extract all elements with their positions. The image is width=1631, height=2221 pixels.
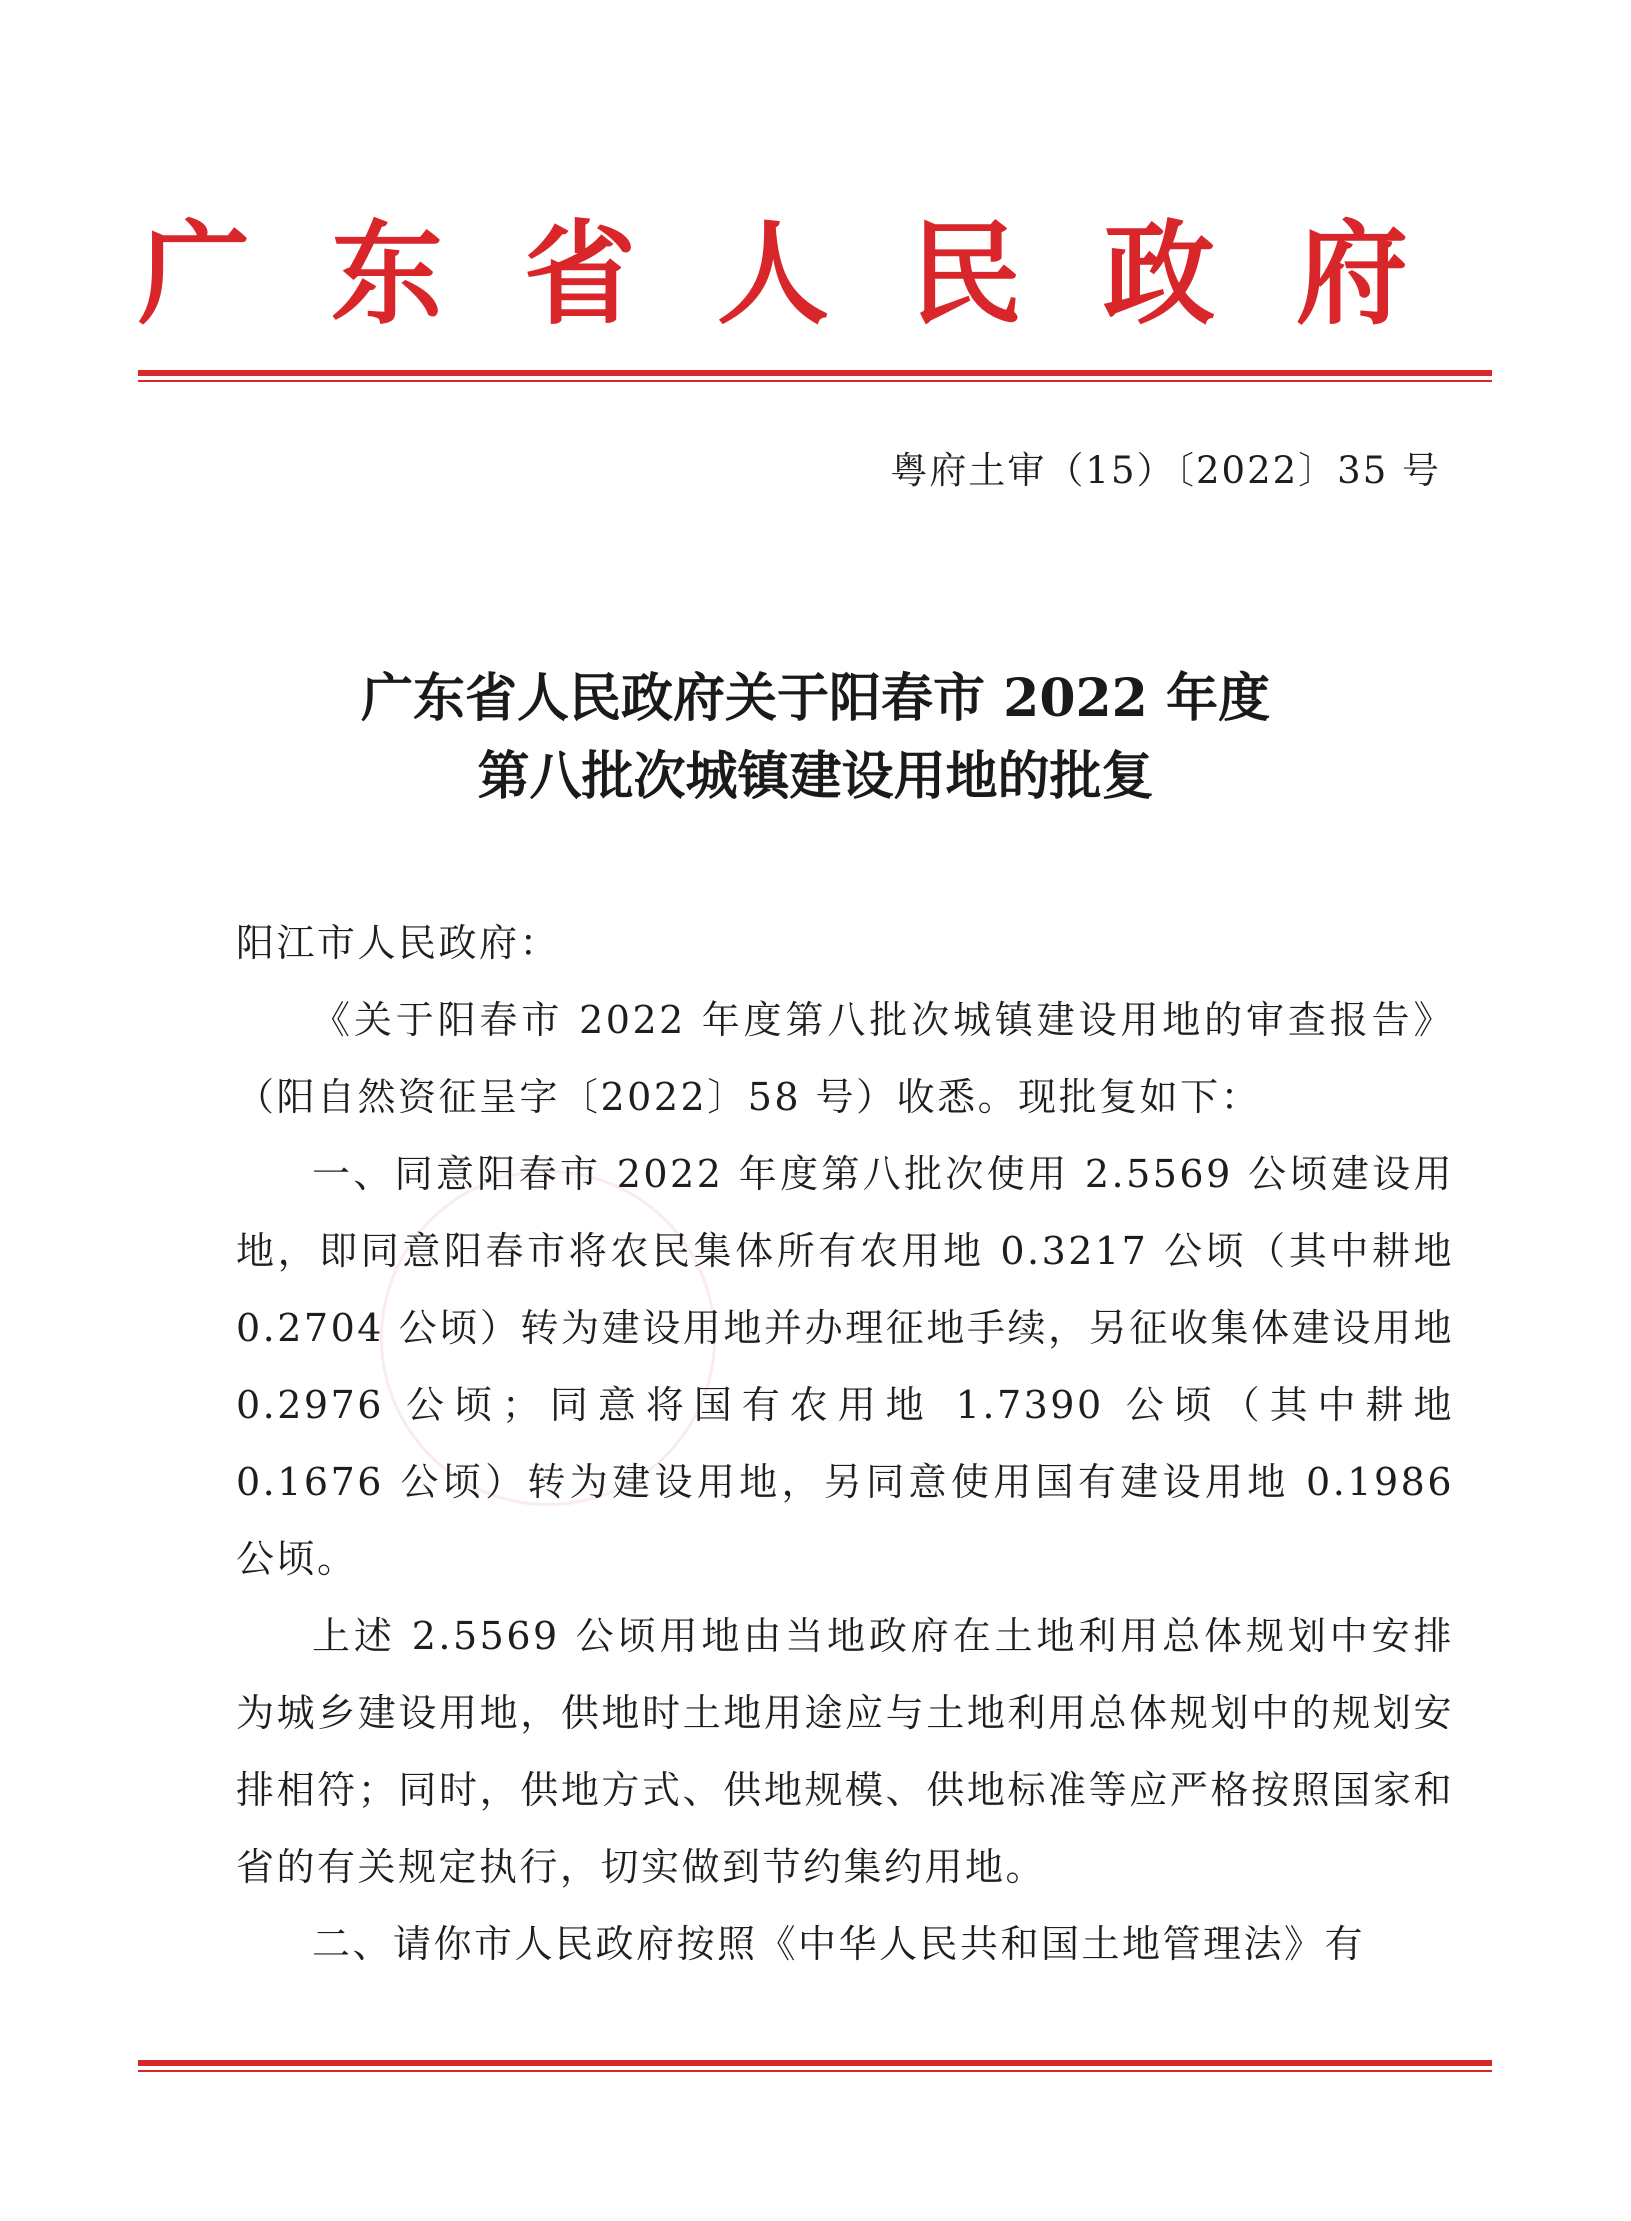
header-divider [138, 370, 1492, 382]
masthead-char: 府 [1296, 209, 1408, 340]
salutation: 阳江市人民政府： [236, 921, 561, 965]
body-paragraph: 上述 2.5569 公顷用地由当地政府在土地利用总体规划中安排为城乡建设用地，供地时土地用途应与土地利用总体规划中的规划安排相符；同时，供地方式、供地规模、供地标准等应严格按照国家和省的有关规定执行，切实做到节约集约用地。 [236, 1614, 1454, 1889]
document-number: 粤府土审（15）〔2022〕35 号 [890, 449, 1441, 492]
body-paragraph: 一、同意阳春市 2022 年度第八批次使用 2.5569 公顷建设用地，即同意阳春市将农民集体所有农用地 0.3217 公顷（其中耕地 0.2704 公顷）转为建设用地并办理征地手续，另征收集体建设用地 0.2976 公顷；同意将国有农用地 1.7390 公顷（其中耕地 0.1676 公顷）转为建设用地，另同意使用国有建设用地 0.1986 公顷。 [236, 1152, 1454, 1581]
footer-divider-thin [138, 2070, 1492, 2072]
masthead-char: 广 [138, 209, 250, 340]
footer-divider [138, 2060, 1492, 2072]
body-paragraph: 《关于阳春市 2022 年度第八批次城镇建设用地的审查报告》（阳自然资征呈字〔2022〕58 号）收悉。现批复如下： [236, 998, 1454, 1119]
body-paragraph: 二、请你市人民政府按照《中华人民共和国土地管理法》有 [312, 1922, 1366, 1966]
header-divider-thin [138, 380, 1492, 382]
masthead-char: 政 [1103, 209, 1215, 340]
document-title [0, 660, 1631, 816]
header-divider-thick [138, 370, 1492, 376]
footer-divider-thick [138, 2060, 1492, 2066]
title-line-2: 第八批次城镇建设用地的批复 [477, 746, 1154, 807]
title-line-1: 广东省人民政府关于阳春市 2022 年度 [361, 668, 1270, 729]
masthead-title [138, 205, 1408, 345]
masthead-char: 民 [910, 209, 1022, 340]
masthead-char: 省 [524, 209, 636, 340]
masthead-char: 人 [717, 209, 829, 340]
document-body [236, 905, 1454, 1983]
masthead-char: 东 [331, 209, 443, 340]
